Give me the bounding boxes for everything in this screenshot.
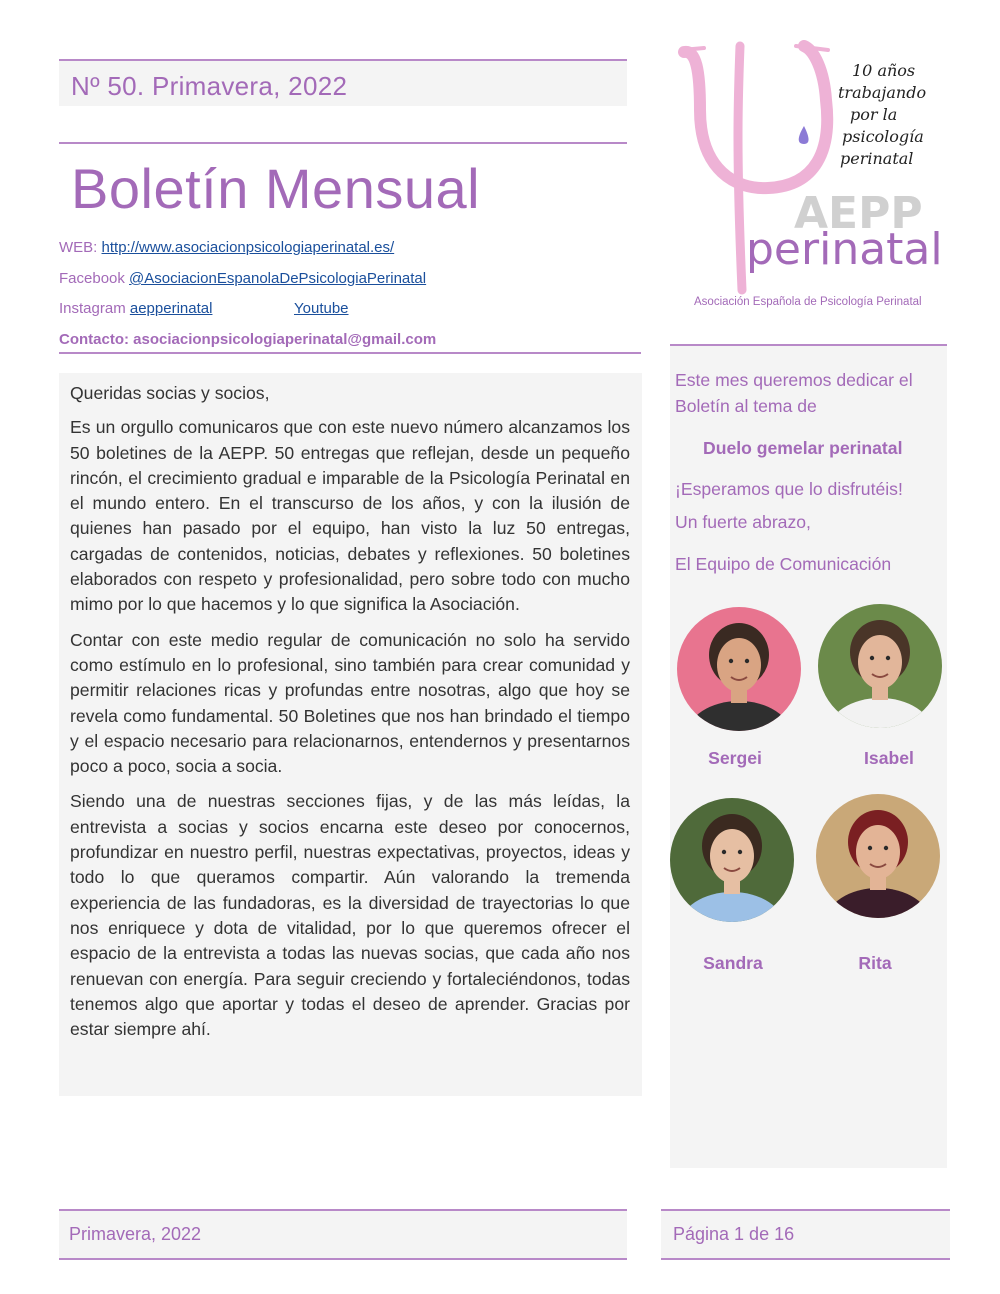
- web-link[interactable]: http://www.asociacionpsicologiaperinatal.es/: [101, 239, 395, 256]
- sidebar-closing-3: El Equipo de Comunicación: [675, 554, 892, 574]
- logo-word: perinatal: [746, 224, 943, 275]
- logo-tagline-line: por la: [850, 105, 898, 124]
- footer-season: Primavera, 2022: [69, 1224, 202, 1244]
- sidebar-closing-2: Un fuerte abrazo,: [675, 512, 811, 532]
- facebook-label: Facebook: [59, 270, 130, 287]
- team-member-name: Sergei: [708, 748, 762, 768]
- team-member-name: Rita: [858, 953, 892, 973]
- instagram-line: [59, 300, 212, 317]
- page-title: Boletín Mensual: [71, 157, 481, 220]
- team-member-name: Isabel: [864, 748, 914, 768]
- logo-tagline-line: trabajando: [838, 83, 927, 102]
- letter-text: [70, 381, 630, 1052]
- footer-left-bottom-rule: [59, 1258, 627, 1260]
- footer-right-bottom-rule: [661, 1258, 950, 1260]
- logo-tagline-line: perinatal: [840, 149, 914, 168]
- logo-tagline-line: 10 años: [852, 61, 916, 80]
- facebook-line: [59, 270, 426, 287]
- web-line: [59, 239, 394, 256]
- psi-logo-icon: [676, 40, 946, 312]
- header-bottom-rule: [59, 352, 641, 354]
- team-member-name: Sandra: [703, 953, 763, 973]
- facebook-link[interactable]: @AsociacionEspanolaDePsicologiaPerinatal: [129, 270, 427, 287]
- youtube-link[interactable]: Youtube: [294, 300, 349, 317]
- issue-banner: [59, 61, 627, 106]
- instagram-label: Instagram: [59, 300, 130, 317]
- title-rule: [59, 142, 627, 144]
- letter-panel: [59, 373, 642, 1096]
- logo-subtitle: Asociación Española de Psicología Perinatal: [694, 296, 922, 308]
- instagram-link[interactable]: aepperinatal: [129, 300, 213, 317]
- sidebar-closing-1: ¡Esperamos que lo disfrutéis!: [675, 479, 903, 499]
- page-number: Página 1 de 16: [673, 1224, 795, 1244]
- logo-acronym: AEPP: [794, 188, 923, 239]
- contact-email[interactable]: Contacto: asociacionpsicologiaperinatal@gmail.com: [59, 331, 437, 348]
- sidebar-topic: Duelo gemelar perinatal: [703, 438, 903, 458]
- letter-paragraph-1: Es un orgullo comunicaros que con este nuevo número alcanzamos los 50 boletines de la AEPP. 50 entregas que reflejan, desde un pequeño rincón, el crecimiento gradual e imparable de la Psicología Perinatal en el mundo entero. En el transcurso de los años, y con la ilusión de quienes han pasado por el equipo, han visto la luz 50 entregas, cargadas de contenidos, noticias, debates y reflexiones. 50 boletines elaborados con respeto y profesionalidad, pero sobre todo con mucho mimo por lo que hacemos y lo que significa la Asociación.: [70, 417, 630, 615]
- avatar: [816, 794, 940, 918]
- web-label: WEB:: [59, 239, 102, 256]
- aepp-logo: [676, 40, 946, 312]
- issue-number: Nº 50. Primavera, 2022: [71, 71, 348, 101]
- avatar: [818, 604, 942, 728]
- avatar: [677, 607, 801, 731]
- sidebar-intro-1: Este mes queremos dedicar el: [675, 370, 913, 390]
- letter-paragraph-3: Siendo una de nuestras secciones fijas, y de las más leídas, la entrevista a socias y socios encarna este deseo por conocernos, profundizar en nuestro perfil, nuestras expectativas, proyectos, ideas y todo lo que queramos compartir. Aún valorando la tremenda experiencia de las fundadoras, es la diversidad de trayectorias lo que nos enriquece y dota de vitalidad, por lo que queremos ofrecer el espacio de la entrevista a todas las nuevas socias, que cada año nos renuevan con energía. Para seguir creciendo y fortaleciéndonos, todas tenemos algo que aportar y todas el deseo de aprender. Gracias por estar siempre ahí.: [70, 791, 630, 1040]
- letter-greeting: Queridas socias y socios,: [70, 383, 270, 403]
- letter-paragraph-2: Contar con este medio regular de comunicación no solo ha servido como estímulo en lo profesional, sino también para crear comunidad y permitir relaciones ricas y profundas entre nosotras, algo que hoy se revela como fundamental. 50 Boletines que nos han brindado el tiempo y el espacio necesario para relacionarnos, entendernos y presentarnos poco a poco, socia a socia.: [70, 629, 630, 777]
- sidebar-intro-2: Boletín al tema de: [675, 396, 817, 416]
- avatar: [670, 798, 794, 922]
- logo-tagline-line: psicología: [842, 127, 924, 146]
